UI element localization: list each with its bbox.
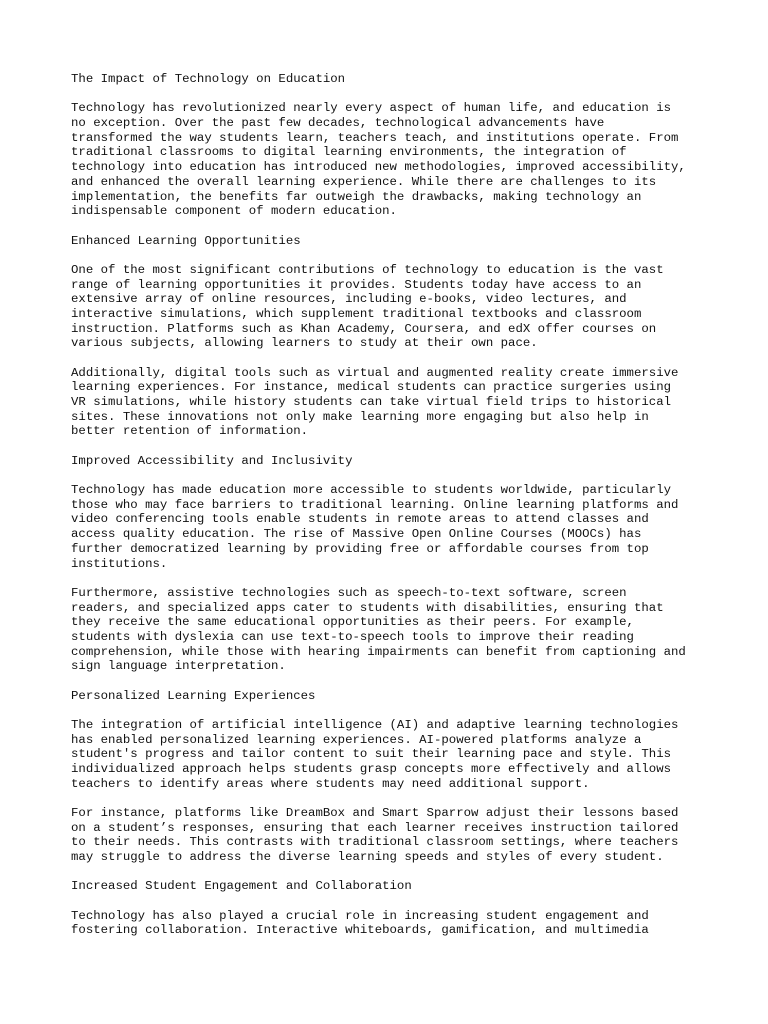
intro-paragraph: Technology has revolutionized nearly every aspect of human life, and education is no exception. Over the past few decades, technological advancements have transformed the way students learn, teachers teach, and institutions operate. From traditional classrooms to digital learning environments, the integration of technology into education has introduced new methodologies, improved accessibility, and enhanced the overall learning experience. While there are challenges to its implementation, the benefits far outweigh the drawbacks, making technology an indispensable component of modern education.	[71, 101, 686, 219]
section-heading: Increased Student Engagement and Collaboration	[71, 879, 412, 894]
document-title: The Impact of Technology on Education	[71, 72, 346, 86]
section-heading: Personalized Learning Experiences	[71, 688, 316, 703]
section-paragraph: Technology has also played a crucial role in increasing student engagement and fostering collaboration. Interactive whiteboards, gamification, and multimedia	[71, 908, 649, 938]
section-paragraph: For instance, platforms like DreamBox and Smart Sparrow adjust their lessons based on a student’s responses, ensuring that each learner receives instruction tailored to their needs. This contrasts with traditional classroom settings, where teachers may struggle to address the diverse learning speeds and styles of every student.	[71, 806, 679, 865]
section-paragraph: Technology has made education more accessible to students worldwide, particularly those who may face barriers to traditional learning. Online learning platforms and video conferencing tools enable students in remote areas to attend classes and access quality education. The rise of Massive Open Online Courses (MOOCs) has further democratized learning by providing free or affordable courses from top institutions.	[71, 483, 679, 571]
section-heading: Enhanced Learning Opportunities	[71, 233, 301, 248]
section-accessibility	[71, 454, 711, 674]
section-personalized-learning	[71, 689, 711, 865]
document-page	[71, 72, 711, 953]
section-heading: Improved Accessibility and Inclusivity	[71, 453, 353, 468]
section-enhanced-learning	[71, 234, 711, 440]
section-engagement	[71, 879, 711, 938]
section-paragraph: One of the most significant contributions of technology to education is the vast range of learning opportunities it provides. Students today have access to an extensive array of online resources, including e-books, video lectures, and interactive simulations, which supplement traditional textbooks and classroom instruction. Platforms such as Khan Academy, Coursera, and edX offer courses on various subjects, allowing learners to study at their own pace.	[71, 262, 664, 351]
section-paragraph: The integration of artificial intelligence (AI) and adaptive learning technologies has enabled personalized learning experiences. AI-powered platforms analyze a student's progress and tailor content to suit their learning pace and style. This individualized approach helps students grasp concepts more effectively and allows teachers to identify areas where students may need additional support.	[71, 717, 679, 791]
section-paragraph: Furthermore, assistive technologies such as speech-to-text software, screen readers, and specialized apps cater to students with disabilities, ensuring that they receive the same educational opportunities as their peers. For example, students with dyslexia can use text-to-speech tools to improve their reading comprehension, while those with hearing impairments can benefit from captioning and sign language interpretation.	[71, 585, 686, 674]
section-paragraph: Additionally, digital tools such as virtual and augmented reality create immersive learning experiences. For instance, medical students can practice surgeries using VR simulations, while history students can take virtual field trips to historical sites. These innovations not only make learning more engaging but also help in better retention of information.	[71, 365, 679, 439]
